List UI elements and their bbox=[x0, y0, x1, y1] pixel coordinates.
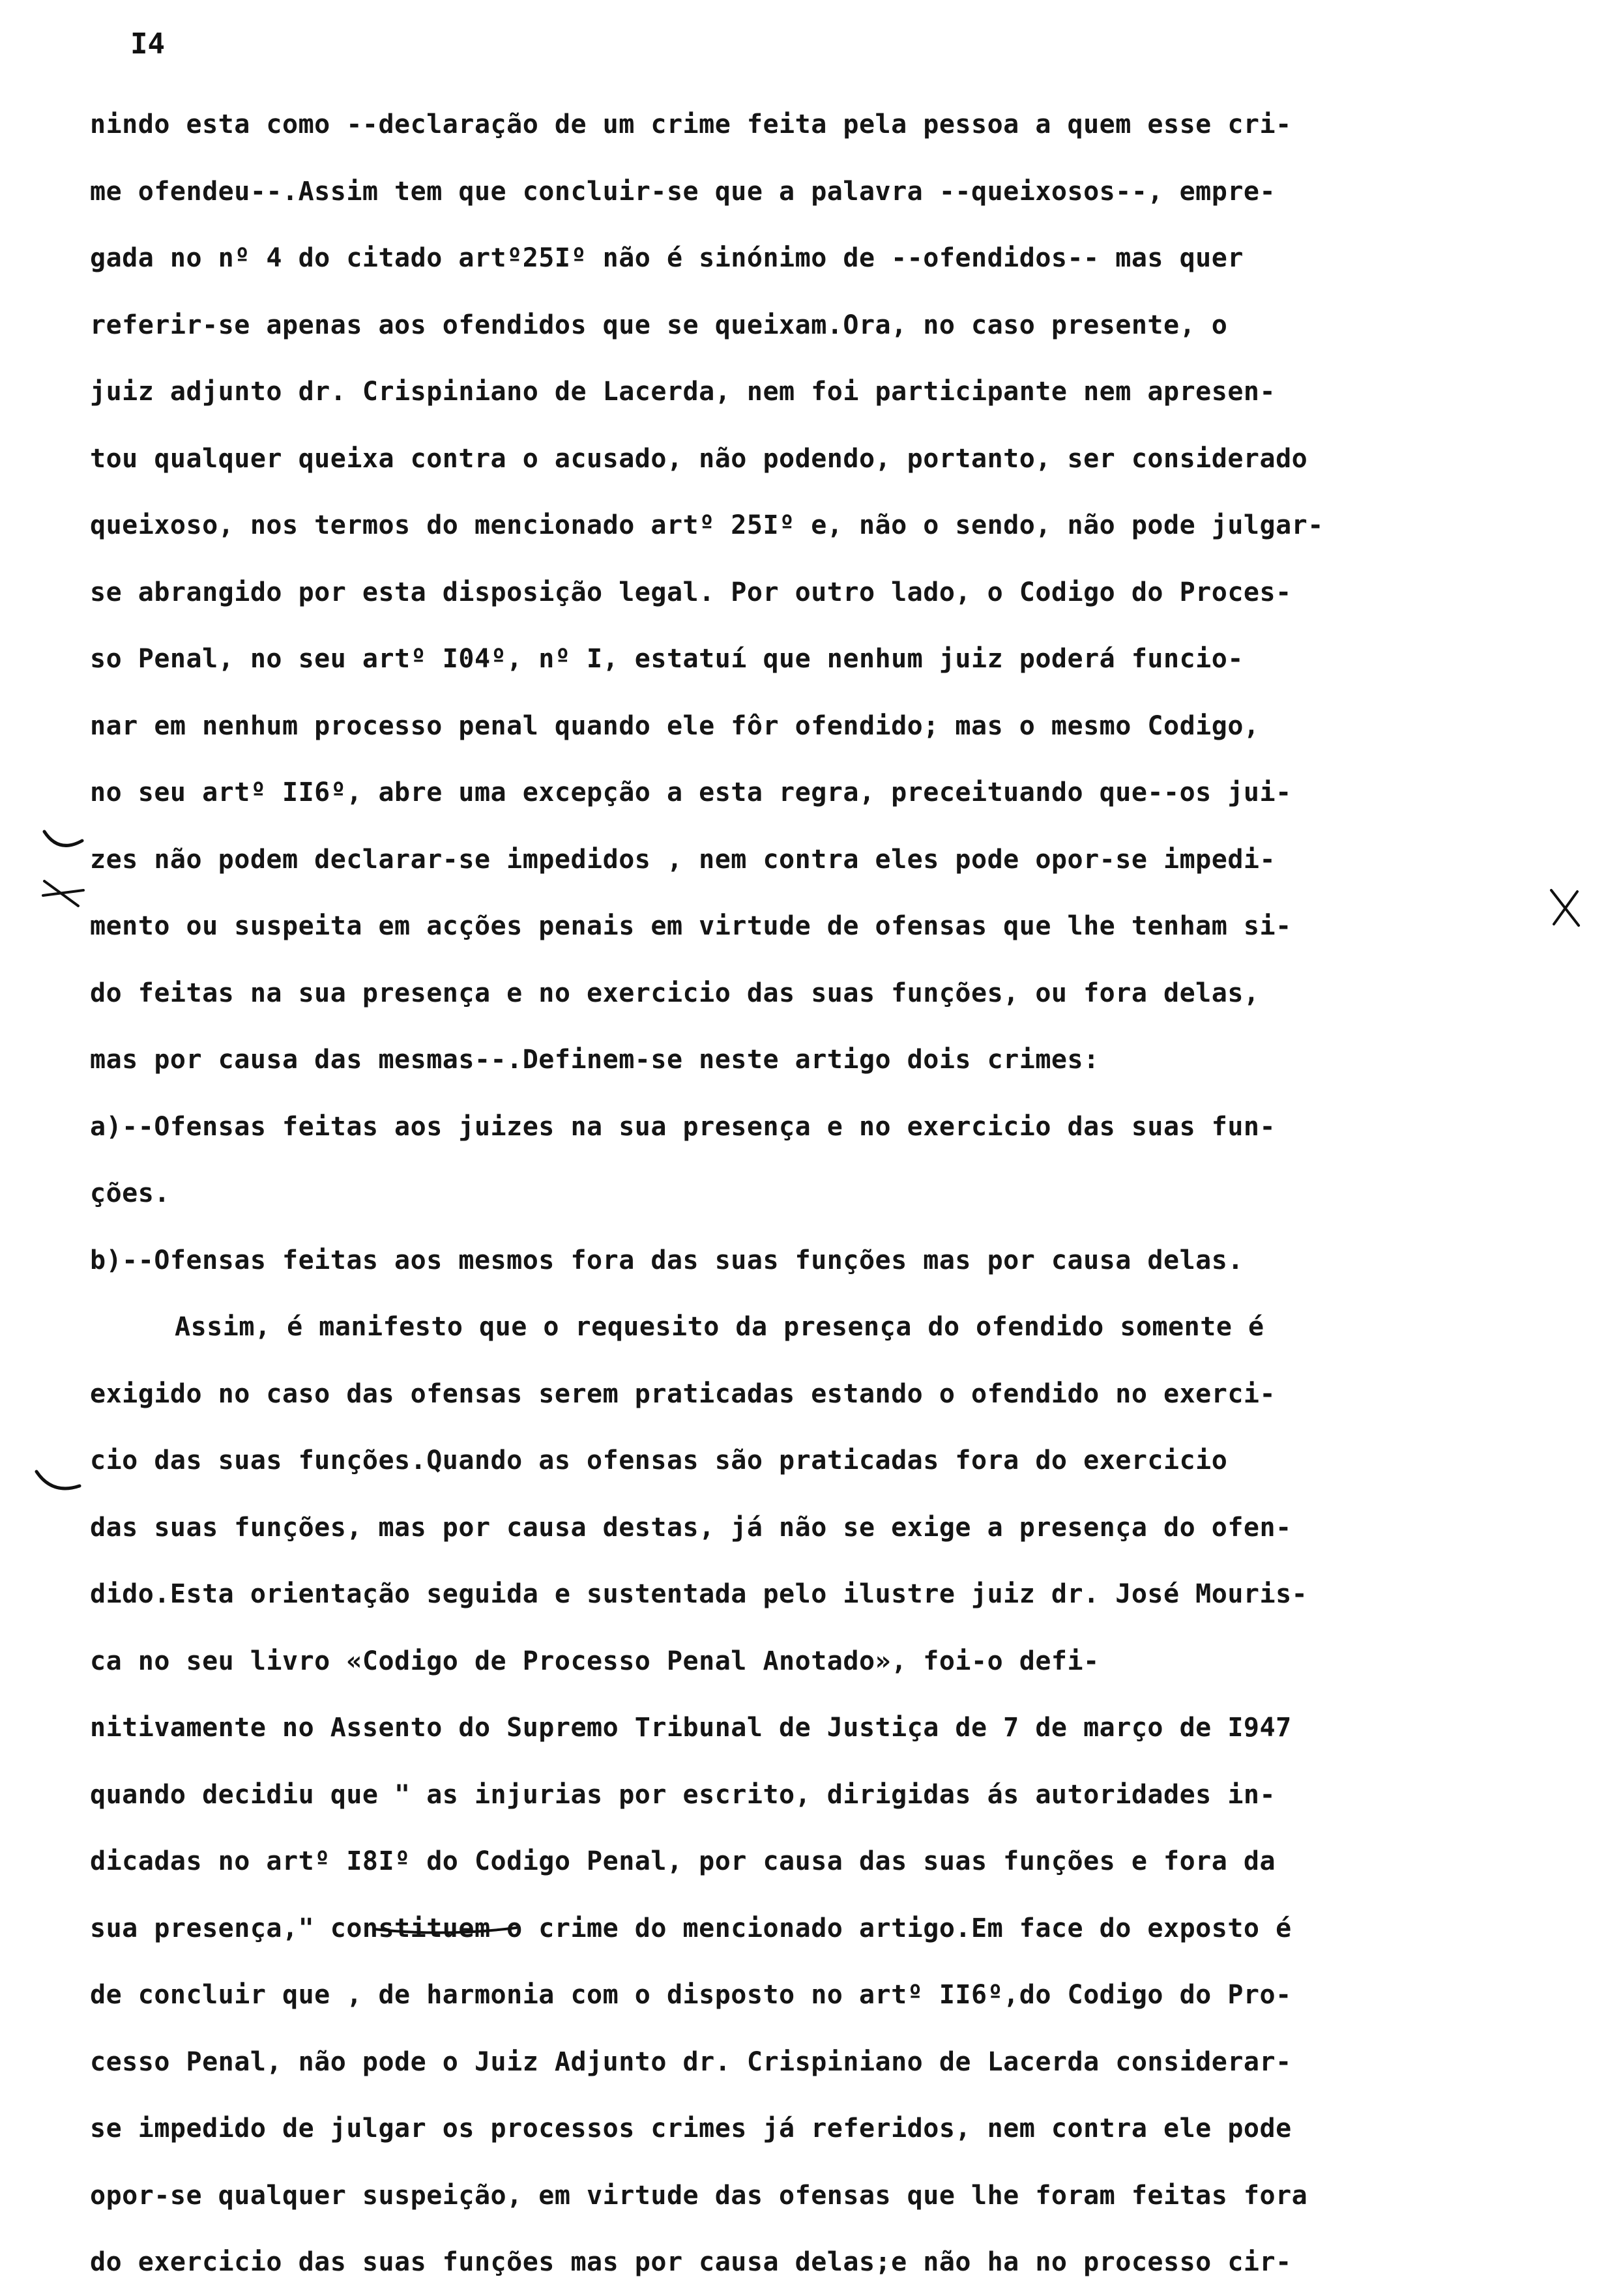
text-line: do feitas na sua presença e no exercicio das suas funções, ou fora delas, bbox=[90, 978, 1260, 1008]
text-line: do exercicio das suas funções mas por causa delas;e não ha no processo cir- bbox=[90, 2247, 1292, 2277]
page-number: I4 bbox=[130, 27, 165, 61]
text-line: de concluir que , de harmonia com o disposto no artº II6º,do Codigo do Pro- bbox=[90, 1980, 1292, 2010]
margin-cross-mark bbox=[38, 873, 90, 912]
text-line: quando decidiu que " as injurias por escrito, dirigidas ás autoridades in- bbox=[90, 1779, 1276, 1810]
text-line: cio das suas funções.Quando as ofensas são praticadas fora do exercicio bbox=[90, 1446, 1228, 1475]
text-line: no seu artº II6º, abre uma excepção a esta regra, preceituando que--os jui- bbox=[90, 777, 1292, 807]
text-line: juiz adjunto dr. Crispiniano de Lacerda, nem foi participante nem apresen- bbox=[90, 377, 1276, 407]
text-line: tou qualquer queixa contra o acusado, não podendo, portanto, ser considerado bbox=[90, 443, 1308, 474]
text-line: sua presença," constituem o crime do mencionado artigo.Em face do exposto é bbox=[90, 1913, 1292, 1943]
margin-bracket-mark-lower bbox=[33, 1466, 85, 1499]
text-line: se impedido de julgar os processos crimes já referidos, nem contra ele pode bbox=[90, 2114, 1292, 2143]
text-line: cesso Penal, não pode o Juiz Adjunto dr. Crispiniano de Lacerda considerar- bbox=[90, 2046, 1292, 2077]
text-line: zes não podem declarar-se impedidos , nem contra eles pode opor-se impedi- bbox=[90, 844, 1276, 875]
text-line: nar em nenhum processo penal quando ele fôr ofendido; mas o mesmo Codigo, bbox=[90, 710, 1260, 741]
text-line: referir-se apenas aos ofendidos que se queixam.Ora, no caso presente, o bbox=[90, 310, 1228, 340]
text-line: me ofendeu--.Assim tem que concluir-se que a palavra --queixosos--, empre- bbox=[90, 176, 1276, 207]
text-line: nindo esta como --declaração de um crime feita pela pessoa a quem esse cri- bbox=[90, 109, 1292, 139]
text-line: b)--Ofensas feitas aos mesmos fora das suas funções mas por causa delas. bbox=[90, 1245, 1244, 1275]
text-line: so Penal, no seu artº I04º, nº I, estatuí que nenhum juiz poderá funcio- bbox=[90, 644, 1244, 674]
text-line: gada no nº 4 do citado artº25Iº não é sinónimo de --ofendidos-- mas quer bbox=[90, 243, 1244, 273]
body-text bbox=[90, 91, 1550, 2296]
text-line: das suas funções, mas por causa destas, já não se exige a presença do ofen- bbox=[90, 1512, 1292, 1543]
text-line: se abrangido por esta disposição legal. Por outro lado, o Codigo do Proces- bbox=[90, 577, 1292, 607]
text-line: ca no seu livro «Codigo de Processo Penal Anotado», foi-o defi- bbox=[90, 1646, 1100, 1676]
text-line: dicadas no artº I8Iº do Codigo Penal, por causa das suas funções e fora da bbox=[90, 1846, 1276, 1876]
underline-assento-mark bbox=[372, 1923, 521, 1938]
text-line: mento ou suspeita em acções penais em virtude de ofensas que lhe tenham si- bbox=[90, 911, 1292, 941]
text-line: Assim, é manifesto que o requesito da presença do ofendido somente é bbox=[175, 1312, 1264, 1342]
text-line: mas por causa das mesmas--.Definem-se neste artigo dois crimes: bbox=[90, 1045, 1100, 1075]
text-line: ções. bbox=[90, 1178, 170, 1208]
text-line: queixoso, nos termos do mencionado artº 25Iº e, não o sendo, não pode julgar- bbox=[90, 510, 1324, 540]
margin-bracket-mark bbox=[40, 826, 86, 859]
text-line: exigido no caso das ofensas serem praticadas estando o ofendido no exerci- bbox=[90, 1378, 1276, 1409]
text-line: dido.Esta orientação seguida e sustentada pelo ilustre juiz dr. José Mouris- bbox=[90, 1579, 1308, 1609]
margin-cross-mark-right bbox=[1546, 885, 1585, 931]
text-line: a)--Ofensas feitas aos juizes na sua presença e no exercicio das suas fun- bbox=[90, 1111, 1276, 1142]
text-line: nitivamente no Assento do Supremo Tribunal de Justiça de 7 de março de I947 bbox=[90, 1713, 1292, 1743]
text-line: opor-se qualquer suspeição, em virtude das ofensas que lhe foram feitas fora bbox=[90, 2180, 1308, 2211]
